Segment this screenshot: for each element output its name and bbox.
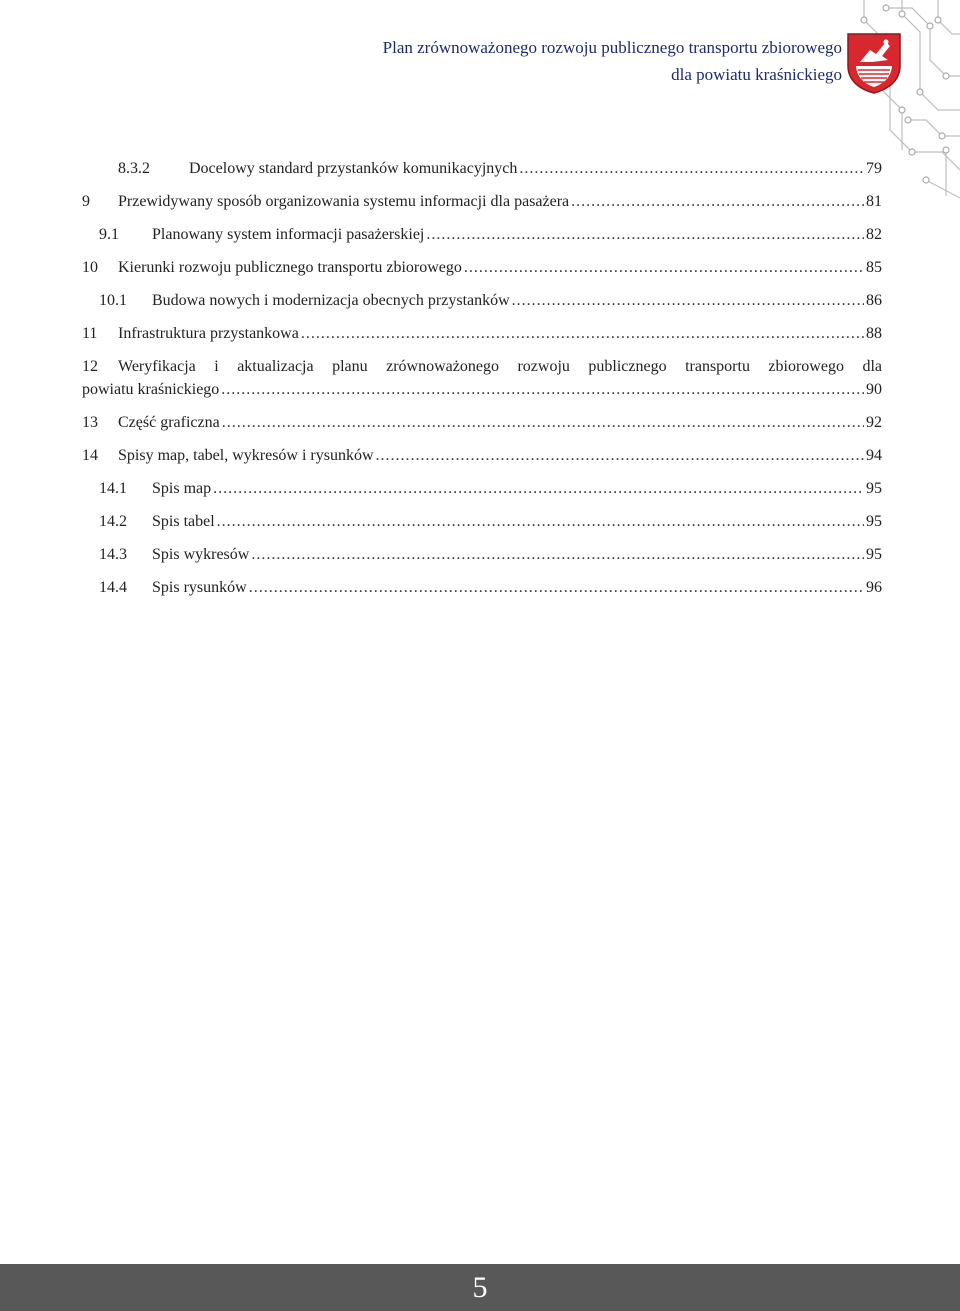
toc-leader-dots (222, 406, 864, 439)
toc-entry-number: 14 (82, 447, 98, 464)
toc-entry[interactable] (82, 317, 882, 350)
toc-entry[interactable] (82, 472, 882, 505)
toc-leader-dots (571, 185, 864, 218)
toc-leader-dots (221, 378, 864, 401)
toc-entry-number: 10.1 (99, 292, 127, 309)
toc-entry[interactable] (82, 406, 882, 439)
toc-entry-number: 11 (82, 325, 98, 342)
toc-entry-page: 95 (866, 513, 882, 530)
toc-entry[interactable] (82, 152, 882, 185)
toc-entry-title: Infrastruktura przystankowa (118, 325, 299, 342)
toc-leader-dots (464, 251, 864, 284)
toc-entry-number: 10 (82, 259, 98, 276)
toc-entry-page: 86 (866, 292, 882, 309)
toc-leader-dots (301, 317, 864, 350)
toc-entry[interactable] (82, 350, 882, 406)
toc-entry-title: Kierunki rozwoju publicznego transportu zbiorowego (118, 259, 462, 276)
toc-entry[interactable] (82, 185, 882, 218)
toc-entry-page: 90 (866, 381, 882, 398)
toc-entry-number: 14.3 (99, 546, 127, 563)
toc-entry[interactable] (82, 439, 882, 472)
header-title-line2: dla powiatu kraśnickiego (671, 65, 842, 84)
toc-entry-number: 9.1 (99, 226, 119, 243)
toc-entry-number: 8.3.2 (118, 160, 150, 177)
toc-entry-number: 14.1 (99, 480, 127, 497)
page-footer (0, 1264, 960, 1311)
toc-leader-dots (376, 439, 864, 472)
toc-leader-dots (426, 218, 864, 251)
toc-entry-page: 96 (866, 579, 882, 596)
toc-entry-title: Spisy map, tabel, wykresów i rysunków (118, 447, 374, 464)
table-of-contents (82, 152, 882, 604)
toc-entry-number: 12 (82, 358, 98, 375)
toc-entry-title-continued: powiatu kraśnickiego (82, 381, 220, 398)
toc-entry-page: 81 (866, 193, 882, 210)
toc-entry-title: Przewidywany sposób organizowania systemu informacji dla pasażera (118, 193, 570, 210)
toc-entry[interactable] (82, 505, 882, 538)
toc-entry-number: 9 (82, 193, 90, 210)
page-number: 5 (472, 1271, 488, 1304)
toc-entry-title: Docelowy standard przystanków komunikacyjnych (189, 160, 518, 177)
toc-entry-page: 92 (866, 414, 882, 431)
toc-entry-title: Spis tabel (152, 513, 215, 530)
toc-entry-page: 82 (866, 226, 882, 243)
toc-leader-dots (217, 505, 864, 538)
toc-entry[interactable] (82, 284, 882, 317)
toc-entry-page: 85 (866, 259, 882, 276)
toc-entry-page: 95 (866, 480, 882, 497)
toc-entry-page: 95 (866, 546, 882, 563)
toc-entry[interactable] (82, 571, 882, 604)
toc-entry[interactable] (82, 218, 882, 251)
document-header (383, 34, 842, 88)
toc-entry-number: 14.4 (99, 579, 127, 596)
toc-entry-page: 88 (866, 325, 882, 342)
toc-leader-dots (251, 538, 864, 571)
toc-entry-title: Część graficzna (118, 414, 220, 431)
toc-leader-dots (213, 472, 864, 505)
toc-leader-dots (249, 571, 864, 604)
toc-entry-page: 79 (866, 160, 882, 177)
toc-entry-page: 94 (866, 447, 882, 464)
toc-entry[interactable] (82, 251, 882, 284)
toc-entry-title: Spis rysunków (152, 579, 247, 596)
toc-entry-title: Weryfikacja i aktualizacja planu zrównoważonego rozwoju publicznego transportu zbiorowego dla (118, 358, 882, 375)
toc-entry[interactable] (82, 538, 882, 571)
toc-entry-title: Planowany system informacji pasażerskiej (152, 226, 425, 243)
toc-entry-title: Spis wykresów (152, 546, 250, 563)
toc-entry-title: Spis map (152, 480, 212, 497)
toc-leader-dots (519, 152, 864, 185)
coat-of-arms-icon (846, 32, 902, 94)
toc-entry-title: Budowa nowych i modernizacja obecnych przystanków (152, 292, 510, 309)
header-title-line1: Plan zrównoważonego rozwoju publicznego transportu zbiorowego (382, 38, 842, 57)
toc-leader-dots (512, 284, 864, 317)
toc-entry-number: 13 (82, 414, 98, 431)
toc-entry-number: 14.2 (99, 513, 127, 530)
